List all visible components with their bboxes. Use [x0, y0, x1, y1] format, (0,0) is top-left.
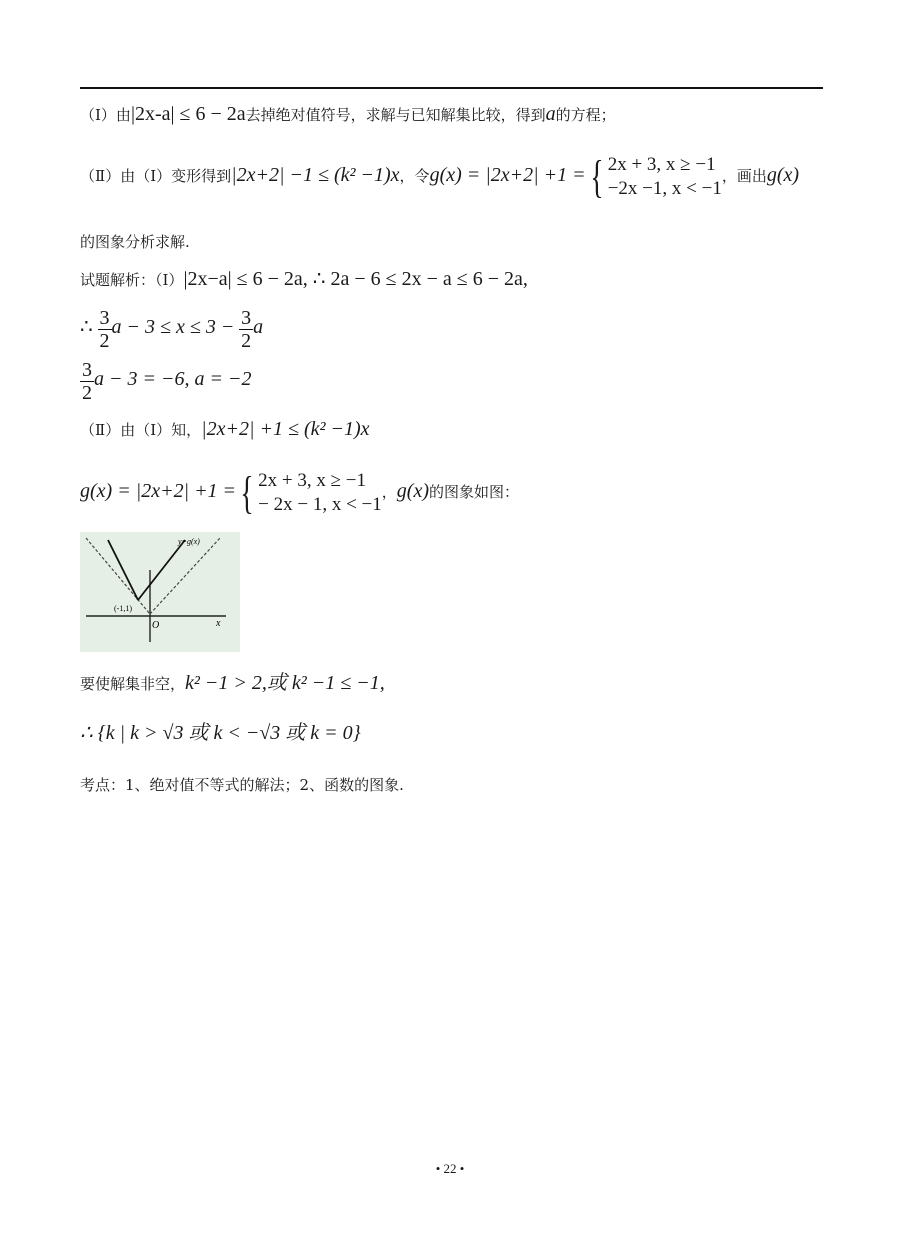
abs-inequality-a: |2x-a| ≤ 6 − 2a	[130, 103, 246, 125]
function-graph	[80, 532, 240, 652]
final-result: ∴ {k | k > √3 或 k < −√3 或 k = 0}	[80, 722, 361, 744]
left-brace: {	[590, 151, 604, 202]
piecewise-cases: 2x + 3, x ≥ −1 − 2x − 1, x < −1	[258, 470, 382, 515]
part-i-hint: （Ⅰ）由|2x-a| ≤ 6 − 2a去掉绝对值符号，求解与已知解集比较，得到a的方程；	[80, 103, 616, 125]
x-axis-label: x	[216, 618, 221, 629]
part-ii-hint-cont: 的图象分析求解.	[80, 233, 190, 251]
piecewise-cases: 2x + 3, x ≥ −1 −2x −1, x < −1	[607, 154, 722, 199]
g-piecewise: g(x) = |2x+2| +1 ={ 2x + 3, x ≥ −1 − 2x − 1, x < −1 ，g(x)的图象如图：	[80, 467, 520, 518]
top-rule	[80, 87, 823, 89]
solution-part-ii: （Ⅱ）由（Ⅰ）知，|2x+2| +1 ≤ (k² −1)x	[80, 418, 370, 440]
fraction-three-halves: $\frac{3}{2}$	[241, 306, 252, 352]
part-ii-hint: （Ⅱ）由（Ⅰ）变形得到|2x+2| −1 ≤ (k² −1)x，令g(x) = |2x+2| +1 ={ 2x + 3, x ≥ −1 −2x −1, x < −1 ，画出g(x)	[80, 151, 800, 202]
solution-a-value: $\frac{3}{2}$ a − 3 = −6, a = −2	[82, 358, 252, 404]
g-definition: g(x) = |2x+2| +1 =	[429, 164, 586, 186]
fraction-three-halves: $\frac{3}{2}$	[99, 306, 110, 352]
fraction-three-halves: $\frac{3}{2}$	[82, 358, 92, 404]
transformed-inequality: |2x+2| −1 ≤ (k² −1)x	[231, 164, 400, 186]
solution-range: ∴ $\frac{3}{2}$ a − 3 ≤ x ≤ 3 − $\frac{3}{2}$ a	[80, 306, 264, 352]
origin-label: O	[152, 620, 160, 631]
solution-part-i: 试题解析：（Ⅰ）|2x−a| ≤ 6 − 2a, ∴ 2a − 6 ≤ 2x − a ≤ 6 − 2a,	[80, 268, 528, 290]
page-number: • 22 •	[435, 1161, 465, 1176]
nonempty-condition: 要使解集非空，k² −1 > 2,或 k² −1 ≤ −1,	[80, 672, 385, 694]
graph-background	[80, 532, 240, 652]
kaodian: 考点：1、绝对值不等式的解法；2、函数的图象.	[80, 776, 404, 794]
point-label: (-1,1)	[114, 604, 132, 613]
curve-label: y=g(x)	[178, 537, 200, 546]
left-brace: {	[240, 467, 254, 518]
